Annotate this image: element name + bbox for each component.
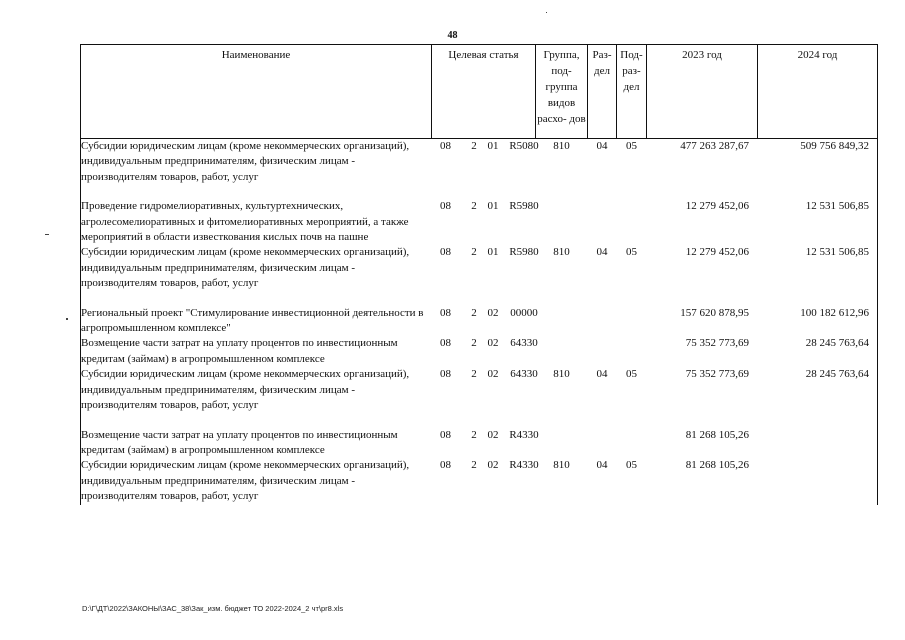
- row-subsection: 05: [626, 140, 637, 152]
- row-amount-2024: 509 756 849,32: [758, 139, 878, 186]
- table-row: [81, 458, 878, 504]
- row-name: Возмещение части затрат на уплату процентов по инвестиционным кредитам (займам) в агропромышленном комплексе: [81, 428, 432, 459]
- page-number: 48: [447, 30, 458, 41]
- header-year-2023: 2023 год: [647, 45, 758, 139]
- header-subsection: Под- раз- дел: [617, 45, 647, 139]
- table-row: [81, 367, 878, 413]
- row-amount-2023: 157 620 878,95: [680, 306, 749, 319]
- row-amount-2024: 12 531 506,85: [758, 199, 878, 245]
- row-subsection: [617, 306, 647, 337]
- row-amount-2023: 81 268 105,26: [685, 459, 749, 472]
- header-name: Наименование: [81, 45, 432, 139]
- row-target-article: 08 2 02 R4330: [440, 428, 539, 441]
- row-target-article: 08 2 01 R5980: [440, 246, 539, 259]
- row-amount-2024: 28 245 763,64: [758, 367, 878, 413]
- file-path-footer: D:\Г\ДТ\2022\ЗАКОНЫ\ЗАС_38\Зак_изм. бюджет ТО 2022-2024_2 чт\pr8.xls: [82, 604, 344, 613]
- row-target-article: 08 2 01 R5980: [440, 200, 539, 213]
- row-name: Субсидии юридическим лицам (кроме некоммерческих организаций), индивидуальным предпринимателям, физическим лицам - производителям товаров, работ, услуг: [81, 139, 432, 186]
- row-name: Субсидии юридическим лицам (кроме некоммерческих организаций), индивидуальным предпринимателям, физическим лицам - производителям товаров, работ, услуг: [81, 367, 432, 413]
- row-amount-2023: 12 279 452,06: [685, 200, 749, 213]
- row-section: 04: [596, 246, 608, 259]
- row-subsection: 05: [626, 246, 637, 259]
- table-row: [81, 336, 878, 367]
- row-amount-2024: 100 182 612,96: [758, 306, 878, 337]
- header-expense-group: Группа, под- группа видов расхо- дов: [536, 45, 588, 139]
- row-section: 04: [596, 140, 608, 152]
- table-header-row: [81, 45, 878, 139]
- row-name: Субсидии юридическим лицам (кроме некоммерческих организаций), индивидуальным предпринимателям, физическим лицам - производителям товаров, работ, услуг: [81, 458, 432, 504]
- table-row: [81, 139, 878, 186]
- row-amount-2023: 75 352 773,69: [685, 368, 749, 381]
- row-name: Субсидии юридическим лицам (кроме некоммерческих организаций), индивидуальным предпринимателям, физическим лицам - производителям товаров, работ, услуг: [81, 245, 432, 291]
- row-target-article: 08 2 02 R4330: [440, 459, 539, 472]
- table-row: [81, 245, 878, 291]
- table-spacer: [81, 185, 878, 199]
- row-section: 04: [596, 368, 608, 381]
- row-amount-2023: 477 263 287,67: [680, 140, 749, 152]
- row-subsection: 05: [626, 368, 637, 381]
- row-expense-group: 810: [553, 140, 570, 152]
- row-subsection: [617, 336, 647, 367]
- row-section: [588, 199, 617, 245]
- budget-table: [80, 44, 878, 505]
- row-expense-group: 810: [553, 368, 570, 381]
- table-spacer: [81, 414, 878, 428]
- row-target-article: 08 2 01 R5080: [440, 140, 539, 152]
- row-expense-group: 810: [553, 246, 570, 259]
- row-section: [588, 336, 617, 367]
- table-row: [81, 199, 878, 245]
- row-target-article: 08 2 02 64330: [440, 337, 538, 350]
- row-subsection: 05: [626, 459, 637, 472]
- row-subsection: [617, 199, 647, 245]
- scan-speck: [66, 318, 68, 320]
- row-amount-2024: [758, 458, 878, 504]
- row-amount-2023: 75 352 773,69: [685, 337, 749, 350]
- table-row: [81, 306, 878, 337]
- row-expense-group: 810: [553, 459, 570, 472]
- row-name: Проведение гидромелиоративных, культуртехнических, агролесомелиоративных и фитомелиоративных мероприятий, а также мероприятий в области известкования кислых почв на пашне: [81, 199, 432, 245]
- header-year-2024: 2024 год: [758, 45, 878, 139]
- header-section: Раз- дел: [588, 45, 617, 139]
- table-body: [81, 139, 878, 505]
- row-amount-2024: [758, 428, 878, 459]
- row-subsection: [617, 428, 647, 459]
- row-target-article: 08 2 02 64330: [440, 368, 538, 381]
- header-target-article: Целевая статья: [432, 45, 536, 139]
- row-section: [588, 306, 617, 337]
- row-amount-2023: 12 279 452,06: [685, 246, 749, 259]
- row-amount-2023: 81 268 105,26: [685, 428, 749, 441]
- scan-speck: [45, 234, 49, 235]
- row-target-article: 08 2 02 00000: [440, 306, 538, 319]
- row-amount-2024: 28 245 763,64: [758, 336, 878, 367]
- row-name: Региональный проект "Стимулирование инвестиционной деятельности в агропромышленном комплексе": [81, 306, 432, 337]
- scan-speck: [546, 12, 547, 13]
- row-name: Возмещение части затрат на уплату процентов по инвестиционным кредитам (займам) в агропромышленном комплексе: [81, 336, 432, 367]
- row-section: 04: [596, 459, 608, 472]
- table-row: [81, 428, 878, 459]
- table-spacer: [81, 292, 878, 306]
- row-amount-2024: 12 531 506,85: [758, 245, 878, 291]
- row-section: [588, 428, 617, 459]
